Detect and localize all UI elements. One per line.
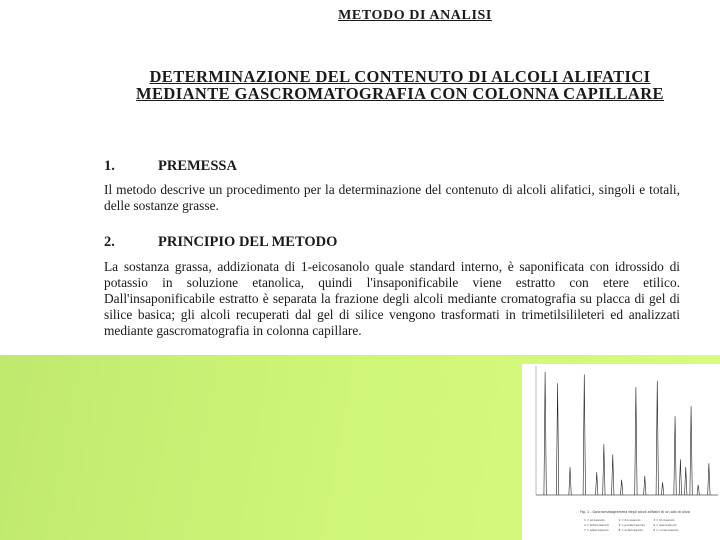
legend-item: 6 = esacosanolo bbox=[653, 523, 677, 527]
section-1-text: Il metodo descrive un procedimento per la determinazione del contenuto di alcoli alifatici, singoli e totali, delle sostanze grasse. bbox=[104, 182, 680, 213]
chromatogram-peak bbox=[544, 372, 546, 495]
chromatogram-peak bbox=[620, 480, 622, 495]
chromatogram-peak bbox=[656, 381, 658, 495]
section-1-heading bbox=[104, 158, 237, 175]
figure-caption: Fig. 1 - Gascromatogramma degli alcoli alifatici di un olio di oliva bbox=[580, 510, 690, 514]
legend-item: 7 = eptacosanolo bbox=[584, 528, 609, 532]
legend-item: 5 = pentacosanolo bbox=[618, 523, 646, 527]
chromatogram-peak bbox=[708, 463, 710, 495]
chromatogram-peak bbox=[697, 485, 699, 495]
legend-item: 1 = eicosanolo bbox=[584, 518, 605, 522]
chromatogram-peak bbox=[674, 416, 676, 495]
chromatogram-peak bbox=[569, 467, 571, 495]
chromatogram-peak bbox=[556, 383, 558, 495]
section-2-text: La sostanza grassa, addizionata di 1-eicosanolo quale standard interno, è saponificata con idrossido di potassio in soluzione etanolica, quindi l'insaponificabile viene estratto con etere etilico. Dall'insaponificabile estratto è separata la frazione degli alcoli mediante cromatografia su placca di gel di silice basica; gli alcoli recuperati dal gel di silice vengono trasformati in trimetilsilileteri ed analizzati mediante gascromatografia in colonna capillare. bbox=[104, 259, 680, 338]
legend-item: 4 = tetracosanolo bbox=[584, 523, 610, 527]
section-1-title: PREMESSA bbox=[158, 158, 237, 174]
chromatogram-peak bbox=[679, 459, 681, 495]
chromatogram-figure bbox=[522, 364, 720, 540]
chromatogram-peak bbox=[635, 387, 637, 495]
chromatogram-peak bbox=[603, 444, 605, 495]
legend-item: 2 = docosanolo bbox=[618, 518, 641, 522]
document-header: METODO DI ANALISI bbox=[338, 8, 492, 23]
chromatogram-peak bbox=[661, 482, 663, 495]
section-2-heading bbox=[104, 234, 337, 251]
chromatogram-peak bbox=[596, 472, 598, 495]
figure-legend bbox=[584, 518, 684, 532]
chromatogram-peak bbox=[583, 374, 585, 495]
chromatogram-plot bbox=[522, 364, 720, 504]
section-1-number: 1. bbox=[104, 158, 115, 174]
chromatogram-peak bbox=[612, 454, 614, 495]
legend-item: 9 = nonacosanolo bbox=[653, 528, 679, 532]
chromatogram-peak bbox=[644, 476, 646, 495]
chromatogram-peak bbox=[685, 467, 687, 495]
section-2-number: 2. bbox=[104, 234, 115, 250]
section-2-title: PRINCIPIO DEL METODO bbox=[158, 234, 338, 250]
title-line-1: DETERMINAZIONE DEL CONTENUTO DI ALCOLI ALIFATICI bbox=[149, 67, 651, 86]
chromatogram-peaks bbox=[544, 372, 710, 495]
legend-item: 3 = tricosanolo bbox=[653, 518, 675, 522]
legend-item: 8 = octacosanolo bbox=[618, 528, 644, 532]
document-title bbox=[60, 68, 720, 102]
chromatogram-peak bbox=[690, 406, 692, 495]
title-line-2: MEDIANTE GASCROMATOGRAFIA CON COLONNA CAPILLARE bbox=[136, 84, 664, 103]
